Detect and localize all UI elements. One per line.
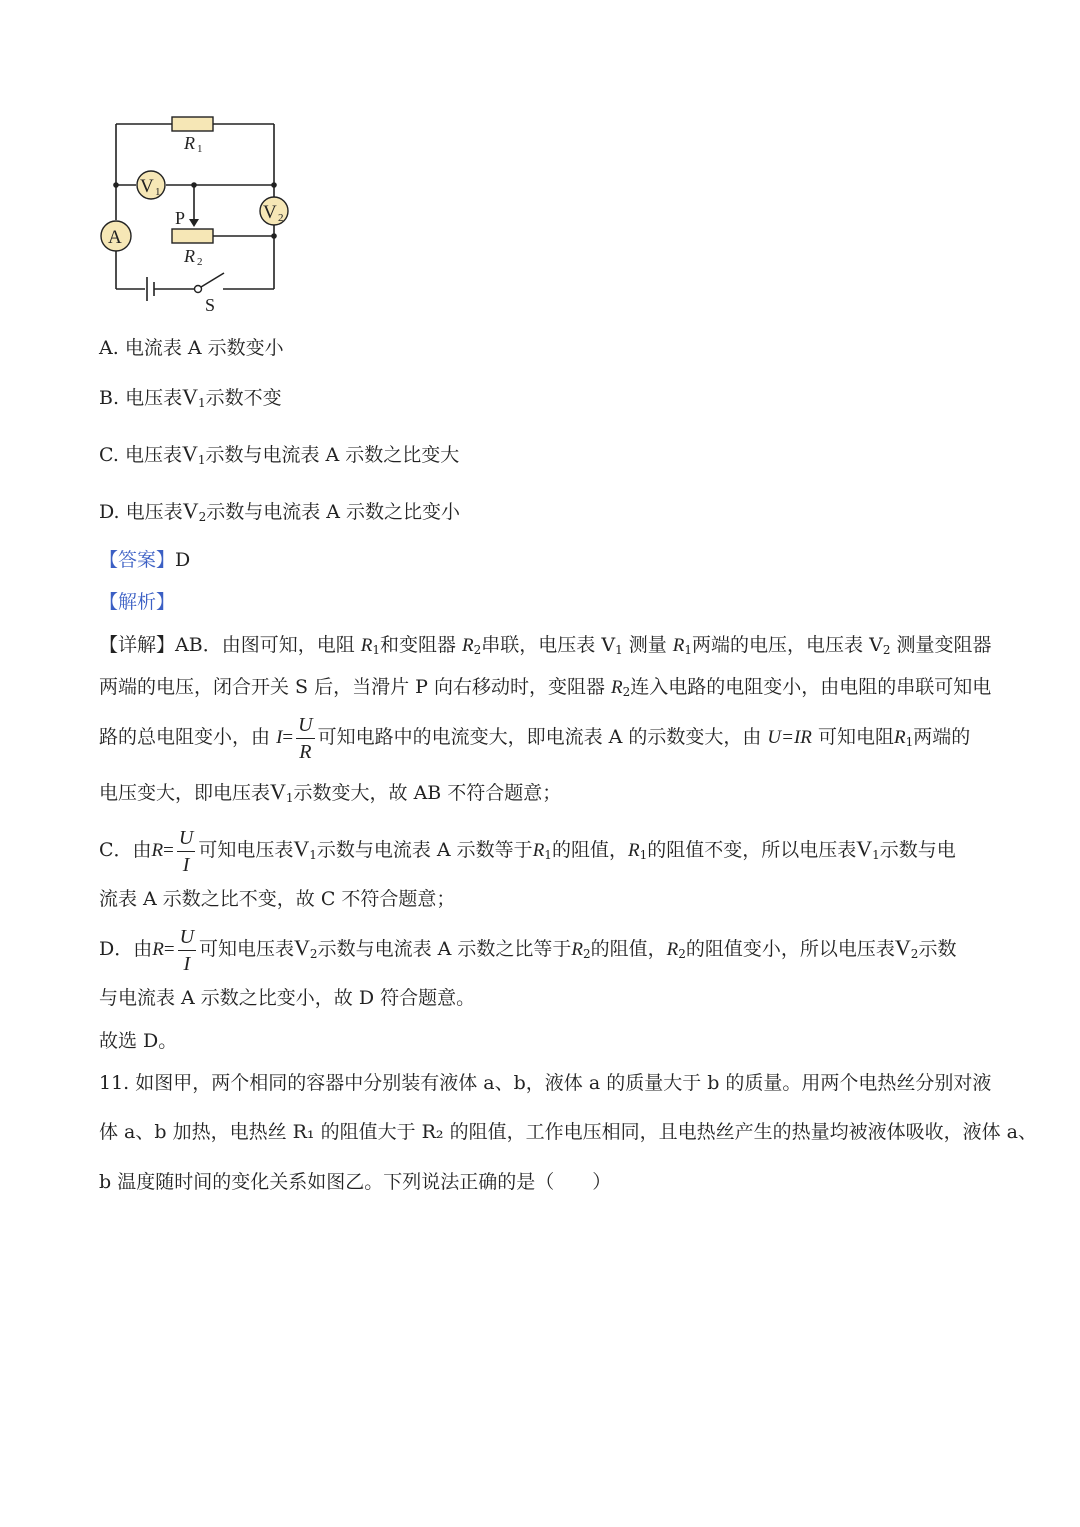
sub: 2 bbox=[473, 643, 482, 657]
text-run: D．由 bbox=[99, 938, 153, 960]
sub: 1 bbox=[872, 848, 880, 862]
detail-c-line-1 bbox=[99, 823, 956, 878]
var-r: R bbox=[672, 635, 685, 656]
text-run: 和变阻器 bbox=[380, 634, 463, 656]
text-run: 示数 bbox=[918, 938, 957, 960]
text-run: 的阻值， bbox=[590, 938, 667, 960]
var-r: R bbox=[611, 677, 623, 698]
text-run: 示数与电流表 A 示数之比等于 bbox=[317, 938, 572, 960]
text-run: 示数与电流表 A 示数等于 bbox=[316, 839, 533, 861]
sub: 1 bbox=[905, 735, 914, 749]
detail-label: 【详解】 bbox=[99, 634, 176, 656]
answer-label: 【答案】 bbox=[99, 549, 176, 571]
fraction-u-over-i bbox=[178, 924, 196, 977]
option-c-prefix: C. bbox=[99, 444, 119, 466]
r1-label: R bbox=[184, 133, 195, 153]
sub: 2 bbox=[678, 947, 686, 961]
answer-value: D bbox=[175, 549, 191, 571]
option-b-prefix: B. bbox=[99, 387, 120, 409]
sub: 2 bbox=[582, 947, 591, 961]
sub: 2 bbox=[882, 643, 891, 657]
sub: 1 bbox=[544, 848, 552, 862]
text-run: 可知电阻 bbox=[817, 726, 894, 748]
equals: = bbox=[163, 939, 175, 960]
text-run: 的阻值变小，所以电压表 bbox=[685, 938, 895, 960]
analysis-line bbox=[99, 590, 175, 614]
text-run: C．由 bbox=[99, 839, 152, 861]
text-run: 测量 bbox=[622, 634, 673, 656]
circuit-diagram bbox=[96, 108, 296, 318]
detail-c-line-2 bbox=[99, 887, 455, 911]
formula-uir: U=IR bbox=[767, 727, 812, 748]
fraction-u-over-r bbox=[296, 712, 314, 765]
option-d bbox=[99, 499, 460, 524]
option-d-pre: 电压表 bbox=[125, 501, 183, 523]
equals: = bbox=[163, 840, 174, 861]
text-run: 两端的电压，电压表 V bbox=[692, 634, 883, 656]
text-run: 可知电压表 bbox=[198, 839, 294, 861]
conclusion-line bbox=[99, 1029, 177, 1053]
var-r: R bbox=[151, 840, 164, 861]
option-c-symbol: V bbox=[181, 441, 198, 466]
var-r: R bbox=[152, 939, 164, 960]
text-run: 流表 A 示数之比不变，故 C 不符合题意； bbox=[99, 888, 456, 910]
sub: 1 bbox=[309, 848, 317, 862]
conclusion-text: 故选 D。 bbox=[99, 1030, 178, 1052]
fraction-numerator: U bbox=[178, 924, 196, 951]
detail-line-4 bbox=[99, 780, 561, 805]
sub: 2 bbox=[910, 947, 919, 961]
fraction-u-over-i bbox=[177, 825, 195, 878]
fraction-denominator: R bbox=[299, 740, 312, 763]
sub: 2 bbox=[309, 947, 318, 961]
text-run: 示数与电 bbox=[879, 839, 956, 861]
option-a-text: 电流表 A 示数变小 bbox=[124, 337, 284, 359]
junction-dot bbox=[271, 182, 277, 188]
option-b-pre: 电压表 bbox=[125, 387, 183, 409]
sub: 2 bbox=[622, 685, 631, 699]
v-symbol: V bbox=[294, 935, 310, 960]
option-b-symbol: V bbox=[182, 384, 198, 409]
v-symbol: V bbox=[270, 779, 286, 804]
resistor-r2 bbox=[172, 229, 213, 243]
question-11-text: 11. 如图甲，两个相同的容器中分别装有液体 a、b，液体 a 的质量大于 b 的质量。用两个电热丝分别对液 bbox=[99, 1072, 992, 1094]
text-run: 串联，电压表 V bbox=[481, 634, 616, 656]
option-d-prefix: D. bbox=[99, 501, 120, 523]
var-r: R bbox=[627, 840, 640, 861]
var-r: R bbox=[462, 635, 474, 656]
v-symbol: V bbox=[293, 836, 310, 861]
fraction-denominator: I bbox=[182, 853, 190, 876]
option-d-post: 示数与电流表 A 示数之比变小 bbox=[206, 501, 461, 523]
option-b bbox=[99, 385, 282, 410]
option-d-sub: 2 bbox=[198, 510, 207, 524]
question-11-text: 体 a、b 加热，电热丝 R₁ 的阻值大于 R₂ 的阻值，工作电压相同，且电热丝产生的热量均被液体吸收，液体 a、 bbox=[99, 1121, 1037, 1143]
fraction-numerator: U bbox=[177, 825, 195, 852]
slider-label: P bbox=[175, 208, 186, 228]
var-i: I bbox=[276, 727, 283, 748]
detail-line-2 bbox=[99, 675, 991, 700]
fraction-denominator: I bbox=[183, 952, 191, 975]
question-11-line-1 bbox=[99, 1071, 991, 1095]
v1-symbol: V bbox=[140, 176, 154, 197]
option-c-pre: 电压表 bbox=[124, 444, 182, 466]
text-run: 的阻值， bbox=[551, 839, 628, 861]
detail-line-1 bbox=[99, 633, 992, 658]
sub: 1 bbox=[684, 643, 693, 657]
option-a-prefix: A. bbox=[99, 337, 119, 359]
option-d-symbol: V bbox=[182, 498, 199, 523]
junction-dot bbox=[271, 233, 277, 239]
question-11-line-3 bbox=[99, 1170, 611, 1194]
question-11-text: b 温度随时间的变化关系如图乙。下列说法正确的是（ ） bbox=[99, 1171, 612, 1193]
var-r: R bbox=[360, 635, 373, 656]
var-r: R bbox=[893, 727, 906, 748]
question-11-line-2 bbox=[99, 1120, 1037, 1144]
detail-line-3 bbox=[99, 711, 970, 765]
text-run: 测量变阻器 bbox=[890, 634, 992, 656]
sub: 1 bbox=[615, 643, 623, 657]
var-r: R bbox=[532, 840, 545, 861]
answer-line bbox=[99, 548, 190, 572]
option-b-post: 示数不变 bbox=[205, 387, 282, 409]
text-run: 连入电路的电阻变小，由电阻的串联可知电 bbox=[630, 676, 992, 698]
v-symbol: V bbox=[894, 935, 911, 960]
option-b-sub: 1 bbox=[197, 396, 206, 410]
text-run: 两端的电压，闭合开关 S 后，当滑片 P 向右移动时，变阻器 bbox=[99, 676, 611, 698]
sub: 1 bbox=[285, 791, 294, 805]
equals: = bbox=[282, 727, 294, 748]
text-run: 可知电路中的电流变大，即电流表 A 的示数变大，由 bbox=[317, 726, 762, 748]
junction-dot bbox=[191, 182, 197, 188]
r2-subscript: 2 bbox=[197, 256, 203, 268]
text-run: AB．由图可知，电阻 bbox=[175, 634, 361, 656]
detail-d-line-1 bbox=[99, 922, 956, 977]
var-r: R bbox=[666, 939, 679, 960]
sub: 1 bbox=[639, 848, 648, 862]
option-a bbox=[99, 336, 284, 360]
analysis-label: 【解析】 bbox=[99, 591, 176, 613]
switch-label: S bbox=[205, 295, 216, 315]
fraction-numerator: U bbox=[296, 712, 314, 739]
text-run: 电压变大，即电压表 bbox=[99, 782, 271, 804]
detail-d-line-2 bbox=[99, 986, 475, 1010]
text-run: 两端的 bbox=[913, 726, 971, 748]
option-c bbox=[99, 442, 459, 467]
text-run: 的阻值不变，所以电压表 bbox=[647, 839, 857, 861]
text-run: 路的总电阻变小，由 bbox=[99, 726, 271, 748]
text-run: 可知电压表 bbox=[199, 938, 295, 960]
junction-dot bbox=[113, 182, 119, 188]
r1-subscript: 1 bbox=[197, 143, 203, 155]
sub: 1 bbox=[372, 643, 380, 657]
r2-label: R bbox=[184, 246, 195, 266]
v-symbol: V bbox=[856, 836, 873, 861]
option-c-sub: 1 bbox=[197, 453, 206, 467]
v2-symbol: V bbox=[263, 202, 277, 223]
ammeter-symbol: A bbox=[108, 227, 122, 248]
option-c-post: 示数与电流表 A 示数之比变大 bbox=[205, 444, 460, 466]
switch-pivot bbox=[195, 286, 202, 293]
resistor-r1 bbox=[172, 117, 213, 131]
text-run: 与电流表 A 示数之比变小，故 D 符合题意。 bbox=[99, 987, 476, 1009]
v2-subscript: 2 bbox=[278, 212, 284, 224]
text-run: 示数变大，故 AB 不符合题意； bbox=[293, 782, 562, 804]
slider-arrow bbox=[189, 219, 199, 227]
var-r: R bbox=[571, 939, 583, 960]
v1-subscript: 1 bbox=[155, 186, 161, 198]
